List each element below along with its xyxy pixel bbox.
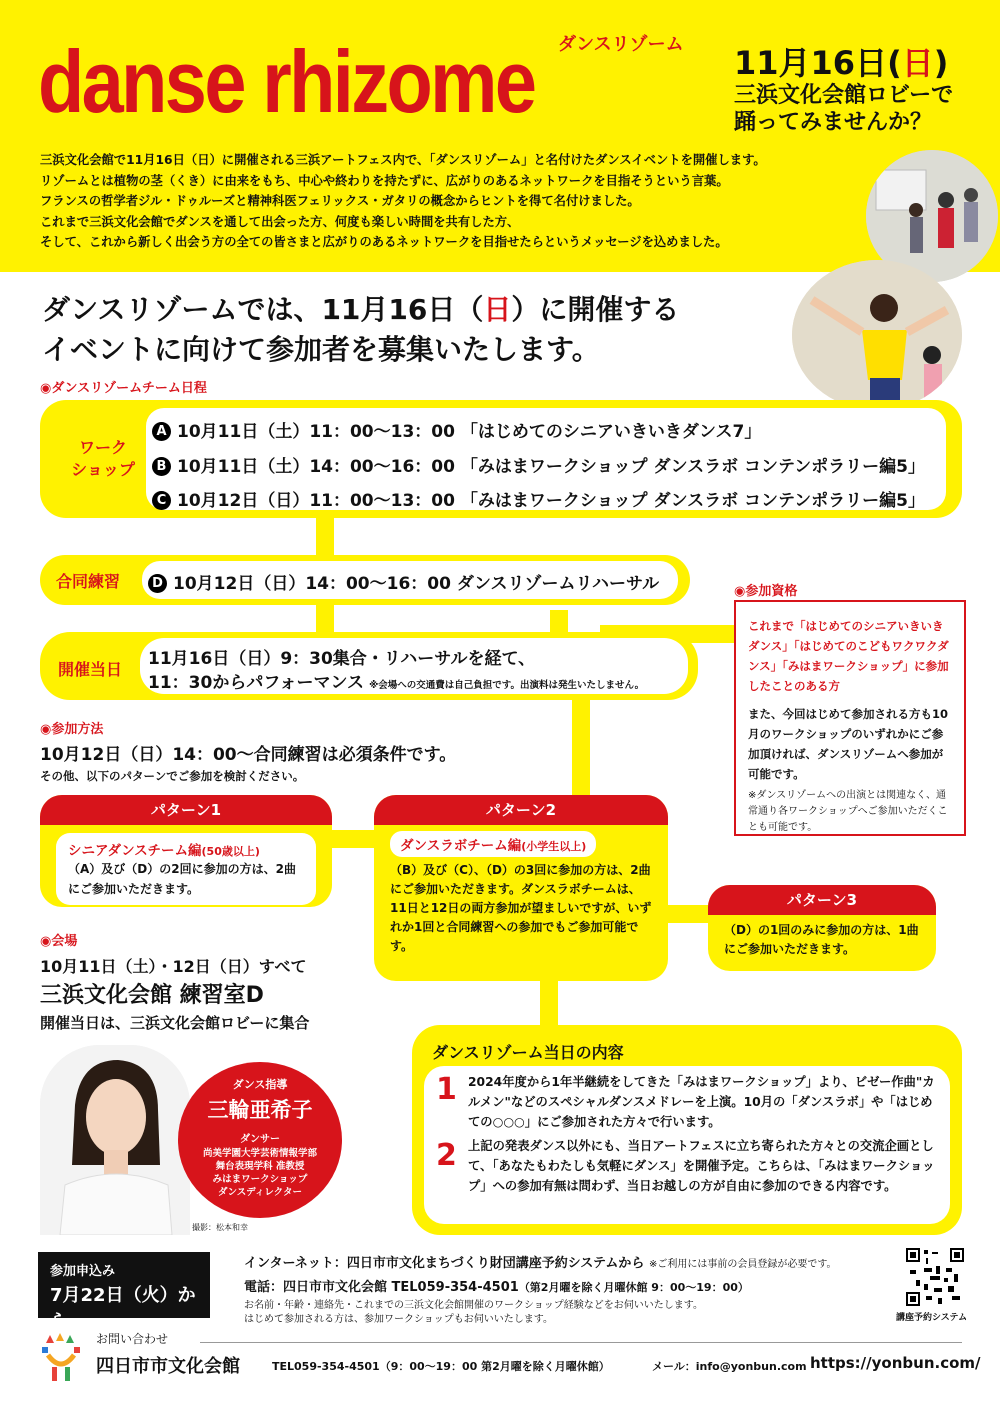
instructor-affiliation	[178, 1147, 342, 1199]
instructor-photo	[40, 1045, 190, 1235]
pattern-1-text: （A）及び（D）の2回に参加の方は、2曲にご参加いただきます。	[68, 862, 296, 896]
intro-line: フランスの哲学者ジル・ドゥルーズと精神科医フェリックス・ガタリの概念からヒントを得て名付けました。	[40, 194, 640, 208]
connector	[316, 515, 334, 555]
event-date	[734, 38, 948, 84]
venue-place: 三浜文化会館 練習室D	[40, 983, 264, 1008]
photo-credit: 撮影：松本和幸	[192, 1223, 248, 1232]
internet-note: ※ご利用には事前の会員登録が必要です。	[648, 1259, 837, 1270]
intro-line: これまで三浜文化会館でダンスを通して出会った方、何度も楽しい時間を共有した方、	[40, 214, 520, 229]
connector	[316, 600, 334, 636]
pattern-2-body	[390, 831, 652, 956]
phone-hours: （第2月曜を除く月曜休館 9：00〜19：00）	[518, 1281, 749, 1294]
pattern-3-text: （D）の1回のみに参加の方は、1曲にご参加いただきます。	[724, 923, 919, 956]
apply-notes	[244, 1299, 703, 1327]
workshop-text: 10月11日（土）14：00〜16：00 「みはまワークショップ ダンスラボ コンテンポラリー編5」	[177, 457, 925, 477]
intro-line: そして、これから新しく出会う方の全ての皆さまと広がりのあるネットワークを目指せたらというメッセージを込めました。	[40, 235, 728, 249]
org-tel: TEL059-354-4501（9：00〜19：00 第2月曜を除く月曜休館）	[272, 1360, 610, 1373]
internet-text: インターネット：四日市市文化まちづくり財団講座予約システムから	[244, 1256, 645, 1271]
workshop-row	[152, 417, 761, 442]
schedule-label: ◉ダンスリゾームチーム日程	[40, 381, 207, 396]
event-title: danse rhizome	[38, 32, 535, 131]
pattern-3-title: パターン3	[708, 885, 936, 915]
event-day-label: 開催当日	[58, 660, 123, 679]
pattern-1-title: パターン1	[40, 795, 332, 825]
workshop-label	[58, 437, 148, 481]
venue-label: ◉会場	[40, 934, 78, 949]
pattern-age: (50歳以上)	[201, 845, 260, 858]
recruit-heading	[42, 290, 679, 370]
apply-note-line: お名前・年齢・連絡先・これまでの三浜文化会館開催のワークショップ経験などをお伺いいたします。	[244, 1300, 703, 1311]
pattern-age: (小学生以上)	[521, 840, 587, 853]
heading-part: ダンスリゾームでは、11月16日（	[42, 293, 484, 326]
event-day-line-1: 11月16日（日）9：30集合・リハーサルを経て、	[148, 649, 536, 669]
affiliation-line: 尚美学園大学芸術情報学部	[202, 1148, 317, 1159]
letter-badge: A	[152, 422, 171, 441]
pattern-2-card	[374, 795, 668, 981]
pattern-2-text: （B）及び（C）、（D）の3回に参加の方は、2曲にご参加いただきます。ダンスラボチームは、11日と12日の両方参加が望ましいですが、いずれか1回と合同練習への参加でもご参加可能です。	[390, 863, 652, 953]
instructor-role: ダンス指導	[232, 1078, 288, 1091]
phone-text: 電話：四日市市文化会館 TEL059-354-4501	[244, 1280, 519, 1295]
org-name: 四日市市文化会館	[96, 1356, 240, 1377]
instructor-title: ダンサー	[239, 1134, 281, 1145]
qualification-note: ※ダンスリゾームへの出演とは関連なく、通常通り各ワークショップへご参加いただくことも可能です。	[748, 790, 948, 833]
apply-phone	[244, 1276, 749, 1295]
instructor-name: 三輪亜希子	[207, 1098, 313, 1122]
pattern-1-subtitle	[68, 839, 304, 859]
pattern-1-body	[56, 833, 316, 905]
joint-label: 合同練習	[56, 572, 121, 591]
connector	[330, 830, 380, 848]
content-item-1: 2024年度から1年半継続をしてきた「みはまワークショップ」より、ビゼー作曲"カルメン"などのスペシャルダンスメドレーを上演。10月の「ダンスラボ」や「はじめての○○○」にご参加された方々で行います。	[468, 1075, 935, 1129]
workshop-row	[152, 486, 925, 511]
org-email[interactable]: メール：info@yonbun.com	[652, 1360, 807, 1373]
workshop-text: 10月11日（土）11：00〜13：00 「はじめてのシニアいきいきダンス7」	[177, 422, 762, 442]
qr-label: 講座予約システム	[896, 1313, 968, 1323]
affiliation-line: ダンスディレクター	[218, 1187, 302, 1198]
connector	[572, 695, 590, 800]
workshop-text: 10月12日（日）11：00〜13：00 「みはまワークショップ ダンスラボ コンテンポラリー編5」	[177, 491, 925, 511]
pattern-3-card	[708, 885, 936, 971]
org-logo-icon	[40, 1333, 82, 1383]
event-day-time: 11：30からパフォーマンス	[148, 673, 364, 693]
instructor-badge	[178, 1062, 342, 1218]
event-day-line-2	[148, 668, 644, 693]
joint-row	[148, 569, 659, 594]
letter-badge: B	[152, 457, 171, 476]
intro-line: 三浜文化会館で11月16日（日）に開催される三浜アートフェス内で、「ダンスリゾーム」と名付けたダンスイベントを開催します。	[40, 153, 766, 167]
qualification-text: また、今回はじめて参加される方も10月のワークショップのいずれかにご参加頂ければ、ダンスリゾームへ参加が可能です。	[748, 707, 949, 781]
joint-text: 10月12日（日）14：00〜16：00 ダンスリゾームリハーサル	[173, 574, 660, 594]
qr-code-icon[interactable]	[906, 1248, 964, 1306]
qualification-red-text: これまで「はじめてのシニアいきいきダンス」「はじめてのこどもワクワクダンス」「みはまワークショップ」に参加したことのある方	[748, 619, 949, 693]
contact-label: お問い合わせ	[96, 1332, 169, 1346]
qualification-label: ◉参加資格	[734, 584, 798, 599]
qualification-box	[734, 600, 966, 836]
footer-divider	[200, 1342, 962, 1343]
org-url[interactable]: https://yonbun.com/	[810, 1354, 981, 1372]
tagline-line-2: 踊ってみませんか？	[734, 110, 933, 135]
venue-date: 10月11日（土）・12日（日）すべて	[40, 957, 307, 976]
intro-line: リゾームとは植物の茎（くき）に由来をもち、中心や終わりを持たずに、広がりのあるネットワークを目指そうという言葉。	[40, 173, 729, 188]
heading-line-1	[42, 290, 679, 330]
apply-internet	[244, 1252, 837, 1271]
affiliation-line: 舞台表現学科 准教授	[215, 1161, 305, 1172]
paren-open: (	[887, 44, 902, 82]
tagline	[734, 82, 953, 136]
heading-day: 日	[483, 293, 512, 326]
venue-note: 開催当日は、三浜文化会館ロビーに集合	[40, 1014, 310, 1032]
date-text: 11月16日	[734, 44, 888, 82]
content-num-1: 1	[436, 1072, 457, 1107]
event-day-note: ※会場への交通費は自己負担です。出演料は発生いたしません。	[369, 680, 645, 691]
pattern-2-title: パターン2	[374, 795, 668, 825]
method-main: 10月12日（日）14：00〜合同練習は必須条件です。	[40, 745, 457, 765]
heading-line-2: イベントに向けて参加者を募集いたします。	[42, 333, 600, 366]
pattern-2-subtitle	[390, 831, 596, 857]
method-sub: その他、以下のパターンでご参加を検討ください。	[40, 769, 305, 783]
pattern-subtitle-text: ダンスラボチーム編	[400, 838, 522, 854]
content-item-2: 上記の発表ダンス以外にも、当日アートフェスに立ち寄られた方々との交流企画として、「あなたもわたしも気軽にダンス」を開催予定。こちらは、「みはまワークショップ」への参加有無は問わず、当日お越しの方が自由に参加のできる内容です。	[468, 1139, 935, 1193]
workshop-row	[152, 452, 925, 477]
workshop-label-line: ショップ	[71, 460, 135, 479]
content-num-2: 2	[436, 1138, 457, 1173]
pattern-subtitle-text: シニアダンスチーム編	[68, 843, 202, 859]
apply-note-line: はじめて参加される方は、参加ワークショップもお伺いいたします。	[244, 1314, 553, 1325]
heading-part: ）に開催する	[511, 293, 680, 326]
apply-date: 7月22日（火）から	[50, 1285, 196, 1332]
method-label: ◉参加方法	[40, 722, 104, 737]
tagline-line-1: 三浜文化会館ロビーで	[734, 83, 954, 108]
apply-box	[38, 1252, 210, 1332]
intro-text	[40, 150, 860, 253]
affiliation-line: みはまワークショップ	[212, 1174, 308, 1185]
content-title: ダンスリゾーム当日の内容	[432, 1043, 624, 1062]
date-day: 日	[901, 44, 934, 82]
workshop-label-line: ワーク	[78, 438, 127, 457]
paren-close: )	[933, 44, 949, 82]
title-kana: ダンスリゾーム	[558, 34, 684, 55]
pattern-1-card	[40, 795, 332, 907]
dancer-photo	[792, 260, 962, 410]
apply-label: 参加申込み	[50, 1264, 116, 1279]
letter-badge: D	[148, 574, 167, 593]
letter-badge: C	[152, 491, 171, 510]
